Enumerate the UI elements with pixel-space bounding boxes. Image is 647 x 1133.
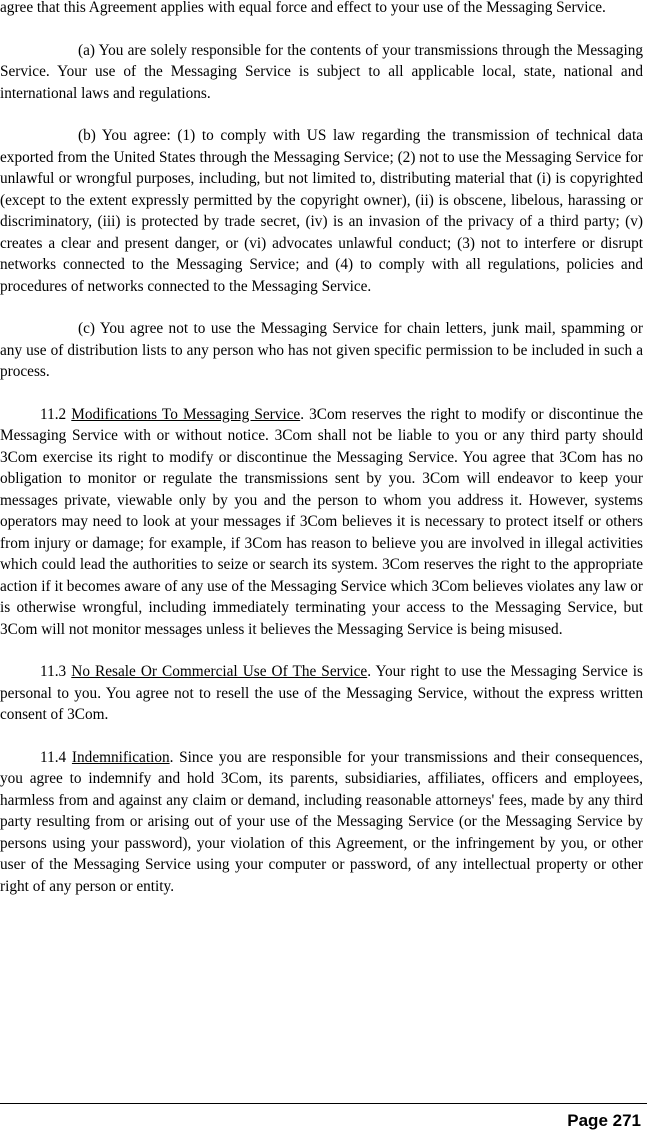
footer-divider [0, 1103, 647, 1104]
paragraph-11-1-b: (b) You agree: (1) to comply with US law regarding the transmission of technical data exported from the United States through the Messaging Service; (2) not to use the Messaging Service for unlawful or wrongful purposes, including, but not limited to, distributing material that (i) is copyrighted (except to the extent expressly permitted by the copyright owner), (ii) is obscene, libelous, harassing or discriminatory, (iii) is protected by trade secret, (iv) is an invasion of the privacy of a third party; (v) creates a clear and present danger, or (vi) advocates unlawful conduct; (3) not to interfere or disrupt networks connected to the Messaging Service; and (4) to comply with all regulations, policies and procedures of networks connected to the Messaging Service. [0, 127, 643, 295]
section-11-2 [0, 404, 643, 641]
section-heading: Indemnification [71, 748, 170, 766]
paragraph-gap [0, 297, 643, 318]
section-heading: Modifications To Messaging Service [71, 405, 301, 423]
page-number: Page 271 [567, 1111, 641, 1130]
section-number: 11.4 [40, 748, 67, 766]
paragraph-11-1-a: (a) You are solely responsible for the contents of your transmissions through the Messaging Service. Your use of the Messaging Service is subject to all applicable local, state, national and international laws and regulations. [0, 41, 643, 102]
section-11-3 [0, 661, 643, 726]
section-number: 11.3 [40, 663, 67, 680]
paragraph-gap [0, 383, 643, 404]
paragraph-continuation: agree that this Agreement applies with equal force and effect to your use of the Messaging Service. [0, 0, 606, 16]
section-number: 11.2 [40, 405, 67, 423]
paragraph-gap [0, 640, 643, 661]
paragraph-gap [0, 104, 643, 125]
paragraph-gap [0, 726, 643, 747]
section-body: . 3Com reserves the right to modify or discontinue the Messaging Service with or without notice. 3Com shall not be liable to you or any third party should 3Com exercise its right to modify or discontinue the Messaging Service. You agree that 3Com has no obligation to monitor or regulate the transmissions sent by you. 3Com will endeavor to keep your messages private, viewable only by you and the person to whom you address it. However, systems operators may need to look at your messages if 3Com believes it is necessary to protect itself or others from injury or damage; for example, if 3Com has reason to believe you are involved in illegal activities which could lead the authorities to seize or search its system. 3Com reserves the right to the appropriate action if it becomes aware of any use of the Messaging Service which 3Com believes violates any law or is otherwise wrongful, including immediately terminating your access to the Messaging Service, but 3Com will not monitor messages unless it believes the Messaging Service is being misused. [0, 405, 643, 638]
section-11-4 [0, 747, 643, 898]
paragraph-gap [0, 19, 643, 40]
section-body: . Since you are responsible for your transmissions and their consequences, you agree to indemnify and hold 3Com, its parents, subsidiaries, affiliates, officers and employees, harmless from and against any claim or demand, including reasonable attorneys' fees, made by any third party resulting from or arising out of your use of the Messaging Service (or the Messaging Service by persons using your password), your violation of this Agreement, or the infringement by you, or other user of the Messaging Service using your computer or password, of any intellectual property or other right of any person or entity. [0, 748, 644, 895]
section-heading: No Resale Or Commercial Use Of The Service [71, 663, 368, 680]
paragraph-11-1-c: (c) You agree not to use the Messaging Service for chain letters, junk mail, spamming or any use of distribution lists to any person who has not given specific permission to be included in such a process. [0, 320, 643, 380]
section-body: . Your right to use the Messaging Service is personal to you. You agree not to resell the use of the Messaging Service, without the express written consent of 3Com. [0, 663, 644, 723]
